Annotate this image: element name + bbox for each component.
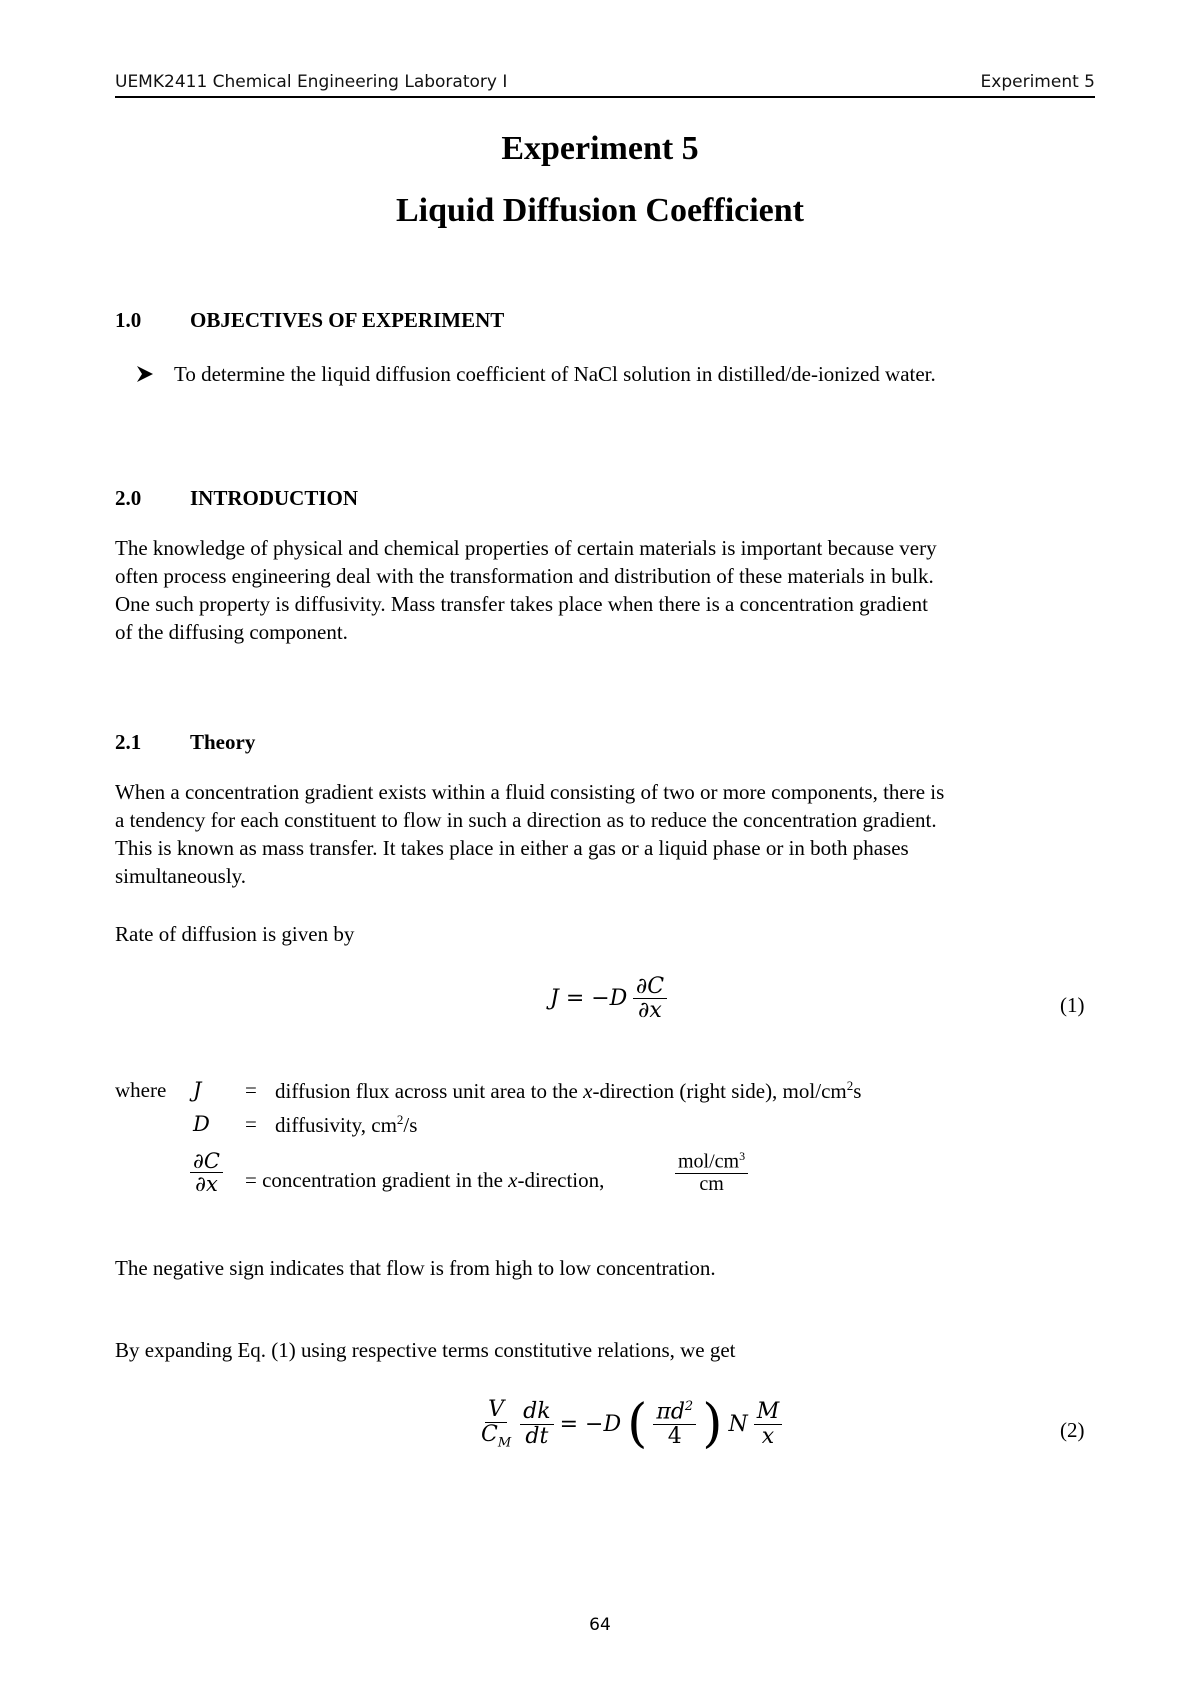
running-header-experiment: Experiment 5 — [980, 72, 1095, 92]
partial-derivative-fraction — [633, 975, 667, 1022]
superscript: 2 — [684, 1399, 694, 1415]
superscript: 2 — [396, 1112, 404, 1127]
unit-numerator — [675, 1150, 748, 1174]
fraction-denominator — [478, 1423, 514, 1450]
fraction-denominator: ∂x — [638, 998, 662, 1024]
section-heading-theory — [115, 730, 715, 758]
equation-1-lhs: J = −D — [550, 986, 628, 1012]
page-number: 64 — [589, 1615, 611, 1635]
fraction-denominator: ∂x — [195, 1172, 218, 1197]
paragraph-line: The knowledge of physical and chemical properties of certain materials is important because very — [115, 536, 937, 560]
section-heading-objectives — [115, 308, 715, 336]
paragraph-line: When a concentration gradient exists within a fluid consisting of two or more components, there is — [115, 780, 945, 804]
rate-fraction — [520, 1400, 553, 1447]
fraction-denominator: 4 — [667, 1423, 682, 1449]
section-number: 1.0 — [115, 308, 142, 332]
definition-text: diffusivity, cm — [275, 1113, 397, 1137]
objective-bullet-item — [136, 362, 1086, 390]
equation-1 — [550, 975, 667, 1022]
fraction-numerator: ∂C — [190, 1150, 223, 1173]
gradient-fraction — [190, 1150, 223, 1195]
equals-sign: = — [245, 1112, 257, 1136]
left-parenthesis: ( — [627, 1394, 648, 1454]
equals-sign: = — [245, 1168, 257, 1192]
negative-sign-note: The negative sign indicates that flow is from high to low concentration. — [115, 1256, 716, 1280]
definition-text: diffusion flux across unit area to the — [275, 1079, 584, 1103]
fraction-denominator: x — [761, 1423, 775, 1449]
where-row-gradient — [190, 1150, 890, 1210]
variable-x: x — [583, 1079, 593, 1103]
equation-2 — [478, 1394, 782, 1454]
length-fraction — [754, 1400, 783, 1447]
paragraph-line: a tendency for each constituent to flow in such a direction as to reduce the concentration gradient. — [115, 808, 937, 832]
rate-of-diffusion-text: Rate of diffusion is given by — [115, 922, 355, 946]
theory-paragraph — [115, 778, 1105, 890]
subscript: M — [497, 1434, 512, 1450]
section-title: OBJECTIVES OF EXPERIMENT — [190, 308, 505, 332]
document-title: Experiment 5 — [501, 130, 699, 167]
where-label: where — [115, 1078, 167, 1102]
section-number: 2.0 — [115, 486, 142, 510]
paragraph-line: of the diffusing component. — [115, 620, 348, 644]
section-heading-introduction — [115, 486, 715, 514]
objective-text: To determine the liquid diffusion coefficient of NaCl solution in distilled/de-ionized water. — [174, 362, 936, 386]
unit-fraction — [675, 1150, 748, 1195]
definition-text: concentration gradient in the — [262, 1168, 509, 1192]
denominator-symbol: C — [481, 1421, 498, 1447]
document-subtitle: Liquid Diffusion Coefficient — [395, 192, 805, 229]
fraction-numerator: dk — [520, 1400, 553, 1424]
fraction-denominator: dt — [525, 1423, 549, 1449]
equation-2-label: (2) — [1060, 1418, 1085, 1442]
introduction-paragraph — [115, 534, 1105, 646]
symbol-D: D — [193, 1112, 210, 1136]
equals-sign: = — [245, 1078, 257, 1102]
arrowhead-bullet-icon — [136, 365, 154, 383]
fraction-numerator: V — [485, 1398, 507, 1422]
section-title: Theory — [190, 730, 256, 754]
paragraph-line: One such property is diffusivity. Mass transfer takes place when there is a concentration gradient — [115, 592, 928, 616]
definition-text: -direction, — [517, 1168, 605, 1192]
symbol-N: N — [728, 1411, 748, 1437]
volume-fraction — [478, 1398, 514, 1449]
section-number: 2.1 — [115, 730, 142, 754]
definition-text: /s — [403, 1113, 418, 1137]
equation-2-middle: = −D — [559, 1411, 622, 1437]
unit-text: mol/cm — [678, 1150, 740, 1173]
definition-text: s — [853, 1079, 862, 1103]
definition-text: -direction (right side), mol/cm — [592, 1079, 847, 1103]
variable-x: x — [508, 1168, 518, 1192]
flux-definition — [275, 1078, 861, 1104]
header-divider — [115, 96, 1095, 98]
expansion-intro-text: By expanding Eq. (1) using respective terms constitutive relations, we get — [115, 1338, 736, 1362]
numerator-text: πd — [656, 1399, 685, 1425]
paragraph-line: simultaneously. — [115, 864, 247, 888]
unit-denominator: cm — [699, 1172, 724, 1195]
right-parenthesis: ) — [702, 1394, 723, 1454]
equation-1-label: (1) — [1060, 993, 1085, 1017]
gradient-definition — [245, 1168, 604, 1193]
symbol-J: J — [193, 1078, 202, 1102]
diffusivity-definition — [275, 1112, 417, 1138]
fraction-numerator: ∂C — [633, 975, 667, 999]
paragraph-line: This is known as mass transfer. It takes place in either a gas or a liquid phase or in both phases — [115, 836, 909, 860]
fraction-numerator: M — [754, 1400, 783, 1424]
fraction-numerator — [653, 1400, 696, 1424]
running-header-course: UEMK2411 Chemical Engineering Laboratory I — [115, 72, 508, 92]
section-title: INTRODUCTION — [190, 486, 359, 510]
superscript: 2 — [846, 1078, 854, 1093]
area-fraction — [653, 1400, 696, 1448]
superscript: 3 — [739, 1149, 746, 1163]
paragraph-line: often process engineering deal with the transformation and distribution of these materials in bulk. — [115, 564, 934, 588]
